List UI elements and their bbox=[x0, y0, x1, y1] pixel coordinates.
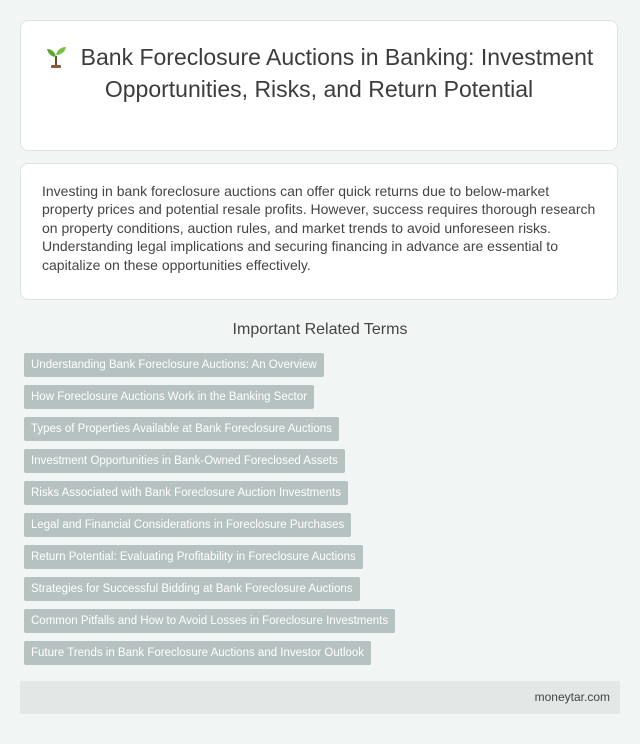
related-terms-list bbox=[24, 353, 395, 673]
related-term-tag[interactable]: How Foreclosure Auctions Work in the Banking Sector bbox=[24, 385, 314, 409]
page-title-text: Bank Foreclosure Auctions in Banking: Investment Opportunities, Risks, and Return Potential bbox=[80, 44, 594, 102]
related-term-tag[interactable]: Risks Associated with Bank Foreclosure Auction Investments bbox=[24, 481, 348, 505]
related-term-tag[interactable]: Common Pitfalls and How to Avoid Losses in Foreclosure Investments bbox=[24, 609, 395, 633]
title-card bbox=[20, 20, 618, 151]
page-title bbox=[21, 43, 617, 104]
related-term-tag[interactable]: Understanding Bank Foreclosure Auctions: An Overview bbox=[24, 353, 324, 377]
related-term-tag[interactable]: Types of Properties Available at Bank Foreclosure Auctions bbox=[24, 417, 339, 441]
footer-bar bbox=[20, 681, 620, 714]
seedling-icon bbox=[45, 44, 67, 75]
summary-text: Investing in bank foreclosure auctions can offer quick returns due to below-market property prices and potential resale profits. However, success requires thorough research on property conditions, auction rules, and market trends to avoid unforeseen risks. Understanding legal implications and securing financing in advance are essential to capitalize on these opportunities effectively. bbox=[42, 183, 596, 273]
footer-site-name[interactable]: moneytar.com bbox=[534, 690, 610, 704]
related-terms-heading: Important Related Terms bbox=[232, 321, 408, 338]
summary-card bbox=[20, 163, 618, 300]
related-term-tag[interactable]: Investment Opportunities in Bank-Owned Foreclosed Assets bbox=[24, 449, 345, 473]
related-term-tag[interactable]: Future Trends in Bank Foreclosure Auctions and Investor Outlook bbox=[24, 641, 371, 665]
related-term-tag[interactable]: Legal and Financial Considerations in Foreclosure Purchases bbox=[24, 513, 351, 537]
related-term-tag[interactable]: Return Potential: Evaluating Profitability in Foreclosure Auctions bbox=[24, 545, 363, 569]
related-term-tag[interactable]: Strategies for Successful Bidding at Bank Foreclosure Auctions bbox=[24, 577, 360, 601]
